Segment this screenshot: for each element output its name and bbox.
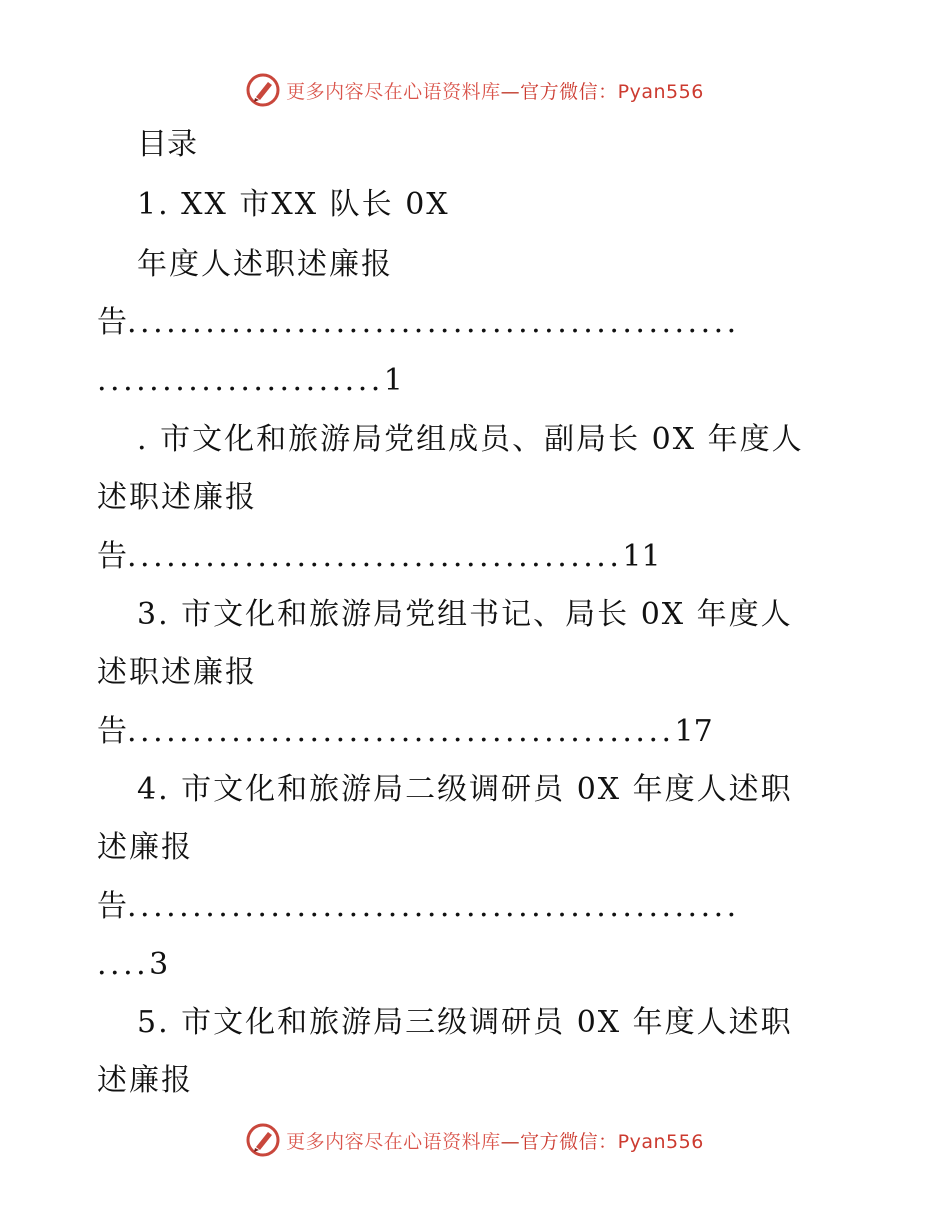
toc-entry-1-leader: 告............................................... [97, 305, 740, 340]
toc-title: 目录 [137, 127, 197, 162]
footer-banner [0, 1120, 950, 1160]
toc-entry-3-leader: 告..........................................17 [97, 714, 713, 749]
toc-entry-3-page: 17 [674, 714, 713, 749]
toc-entry-3-line-1: 3. 市文化和旅游局党组书记、局长 0X 年度人 [137, 597, 793, 632]
pen-logo-icon [246, 73, 280, 107]
toc-entry-4-page: 3 [149, 947, 169, 982]
toc-entry-1-line-2: 年度人述职述廉报 [137, 247, 393, 282]
banner-text: 更多内容尽在心语资料库—官方微信：Pyan556 [286, 80, 704, 103]
toc-entry-3-line-2: 述职述廉报 [97, 655, 257, 690]
toc-entry-4-leader: 告............................................... [97, 889, 740, 924]
header-banner [0, 70, 950, 110]
toc-entry-2-leader: 告......................................11 [97, 539, 661, 574]
banner-text: 更多内容尽在心语资料库—官方微信：Pyan556 [286, 1130, 704, 1153]
toc-entry-2-line-1: . 市文化和旅游局党组成员、副局长 0X 年度人 [137, 422, 804, 457]
toc-entry-2-line-2: 述职述廉报 [97, 480, 257, 515]
toc-entry-5-line-1: 5. 市文化和旅游局三级调研员 0X 年度人述职 [137, 1005, 793, 1040]
toc-entry-4-line-1: 4. 市文化和旅游局二级调研员 0X 年度人述职 [137, 772, 793, 807]
toc-entry-4-page-line: ....3 [97, 947, 169, 982]
toc-entry-1-page: 1 [383, 363, 403, 398]
toc-entry-1-line-1: 1. XX 市XX 队长 0X [137, 187, 450, 222]
toc-entry-1-page-line: ......................1 [97, 363, 403, 398]
pen-logo-icon [246, 1123, 280, 1157]
toc-entry-4-line-2: 述廉报 [97, 830, 193, 865]
toc-entry-2-page: 11 [622, 539, 661, 574]
toc-entry-5-line-2: 述廉报 [97, 1063, 193, 1098]
